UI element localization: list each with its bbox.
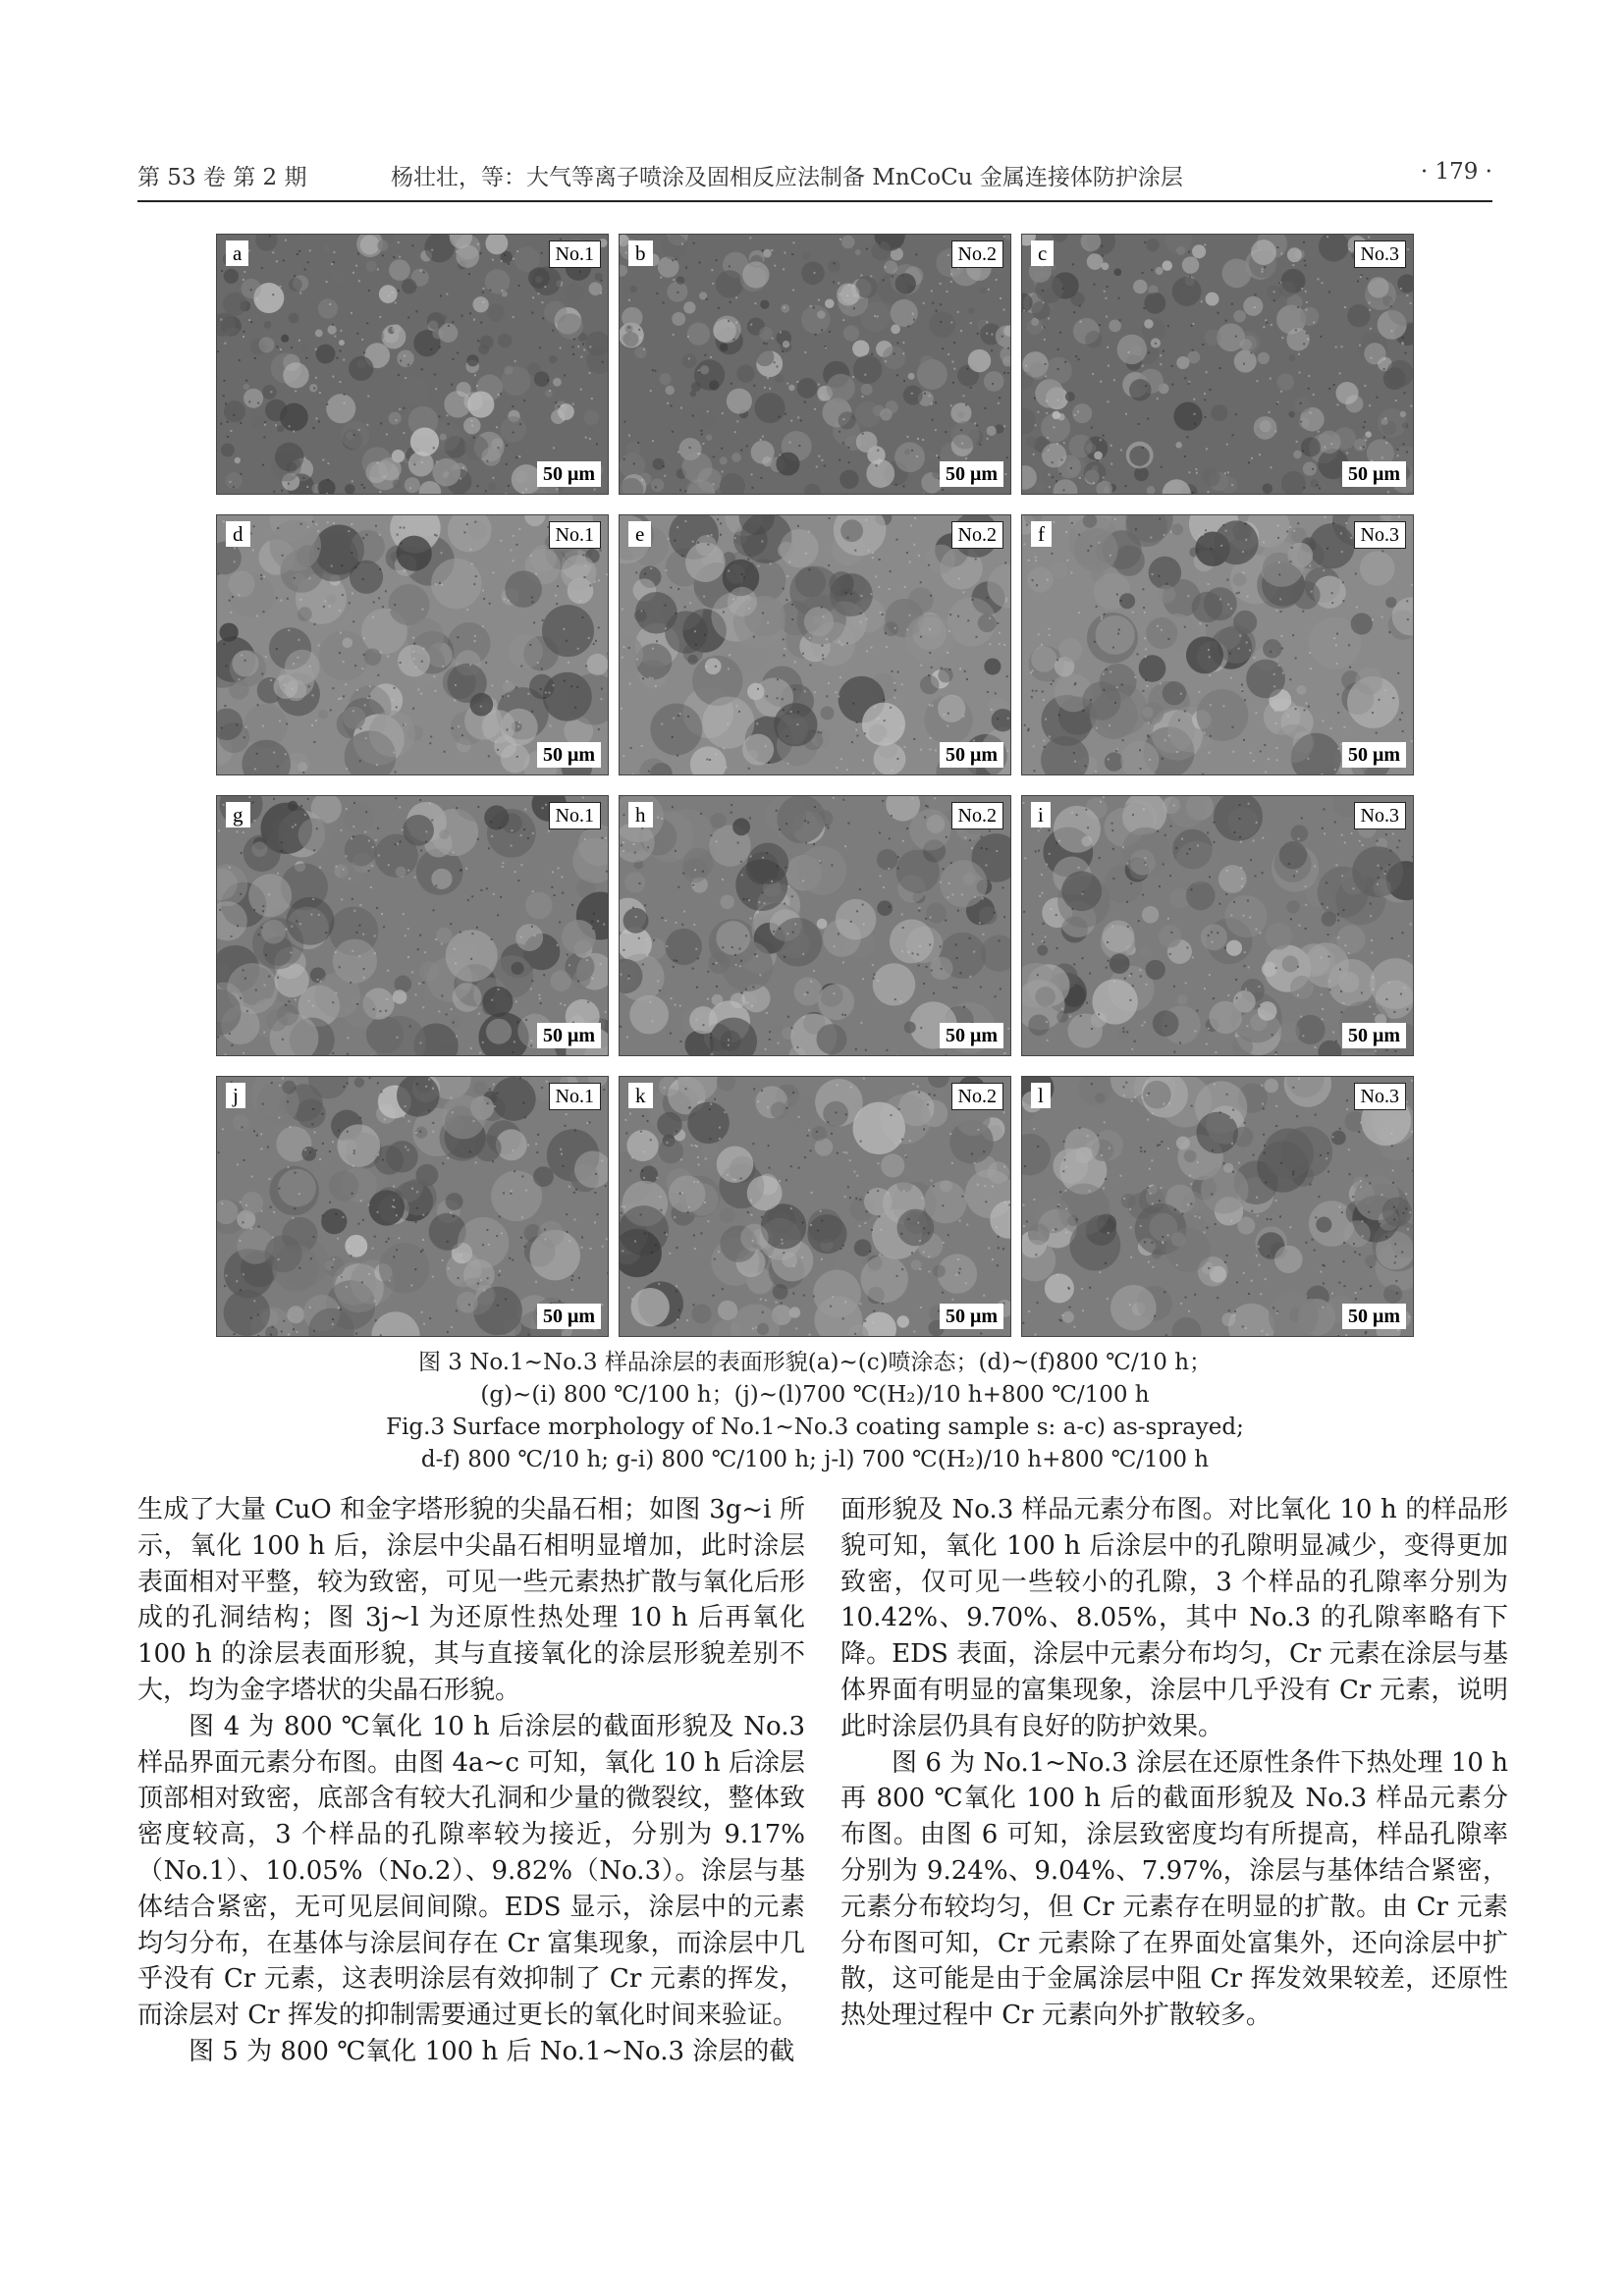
sem-texture <box>1022 515 1413 774</box>
panel-letter: h <box>628 802 653 828</box>
scale-bar-label: 50 μm <box>537 1304 601 1329</box>
sem-micrograph-d <box>216 514 609 775</box>
journal-volume: 第 53 卷 第 2 期 <box>137 165 307 190</box>
paragraph: 图 4 为 800 ℃氧化 10 h 后涂层的截面形貌及 No.3 样品界面元素分布图。由图 4a~c 可知，氧化 10 h 后涂层顶部相对致密，底部含有较大孔洞和少量的微裂纹，整体致密度较高，3 个样品的孔隙率较为接近，分别为 9.17%（No.1）、10.05%（No.2）、9.82%（No.3）。涂层与基体结合紧密，无可见层间间隙。EDS 显示，涂层中的元素均匀分布，在基体与涂层间存在 Cr 富集现象，而涂层中几乎没有 Cr 元素，这表明涂层有效抑制了 Cr 元素的挥发，而涂层对 Cr 挥发的抑制需要通过更长的氧化时间来验证。 <box>137 1711 805 2031</box>
sem-micrograph-i <box>1021 795 1414 1056</box>
sem-micrograph-a <box>216 234 609 495</box>
sem-micrograph-b <box>619 234 1011 495</box>
panel-letter: d <box>226 521 250 547</box>
scale-bar-label: 50 μm <box>537 742 601 768</box>
sample-label: No.1 <box>549 802 601 829</box>
sample-label: No.3 <box>1354 240 1406 268</box>
panel-letter: b <box>628 240 653 266</box>
caption-cn-line-1: 图 3 No.1~No.3 样品涂层的表面形貌(a)~(c)喷涂态；(d)~(f)800 ℃/10 h； <box>417 1350 1213 1375</box>
sem-texture <box>620 796 1010 1055</box>
panel-letter: k <box>628 1083 653 1108</box>
sem-texture <box>620 515 1010 774</box>
panel-letter: f <box>1031 521 1052 547</box>
running-title: 杨壮壮，等：大气等离子喷涂及固相反应法制备 MnCoCu 金属连接体防护涂层 <box>391 165 1183 190</box>
sem-texture <box>217 515 608 774</box>
sample-label: No.3 <box>1354 1083 1406 1110</box>
panel-letter: a <box>226 240 248 266</box>
figure-caption <box>196 1347 1434 1476</box>
sem-texture <box>217 235 608 494</box>
sem-micrograph-e <box>619 514 1011 775</box>
sem-texture <box>1022 796 1413 1055</box>
sem-texture <box>1022 235 1413 494</box>
scale-bar-label: 50 μm <box>537 461 601 487</box>
caption-cn-line-2: (g)~(i) 800 ℃/100 h；(j)~(l)700 ℃(H₂)/10 h+800 ℃/100 h <box>480 1382 1150 1408</box>
sem-micrograph-g <box>216 795 609 1056</box>
sem-micrograph-f <box>1021 514 1414 775</box>
page-header <box>137 159 1492 194</box>
sem-texture <box>620 235 1010 494</box>
sem-micrograph-c <box>1021 234 1414 495</box>
sample-label: No.2 <box>951 240 1003 268</box>
scale-bar-label: 50 μm <box>940 461 1003 487</box>
sem-micrograph-h <box>619 795 1011 1056</box>
caption-en-line-2: d-f) 800 ℃/10 h; g-i) 800 ℃/100 h; j-l) 700 ℃(H₂)/10 h+800 ℃/100 h <box>420 1447 1210 1472</box>
body-column-left <box>137 1492 805 2070</box>
sample-label: No.2 <box>951 802 1003 829</box>
scale-bar-label: 50 μm <box>1342 742 1406 768</box>
body-column-right <box>840 1492 1508 2034</box>
paragraph: 图 6 为 No.1~No.3 涂层在还原性条件下热处理 10 h 再 800 ℃氧化 100 h 后的截面形貌及 No.3 样品元素分布图。由图 6 可知，涂层致密度均有所提高，样品孔隙率分别为 9.24%、9.04%、7.97%，涂层与基体结合紧密，元素分布较均匀，但 Cr 元素存在明显的扩散。由 Cr 元素分布图可知，Cr 元素除了在界面处富集外，还向涂层中扩散，这可能是由于金属涂层中阻 Cr 挥发效果较差，还原性热处理过程中 Cr 元素向外扩散较多。 <box>840 1747 1508 2031</box>
panel-letter: e <box>628 521 651 547</box>
scale-bar-label: 50 μm <box>1342 1023 1406 1048</box>
paragraph: 生成了大量 CuO 和金字塔形貌的尖晶石相；如图 3g~i 所示，氧化 100 h 后，涂层中尖晶石相明显增加，此时涂层表面相对平整，较为致密，可见一些元素热扩散与氧化后形成的孔洞结构；图 3j~l 为还原性热处理 10 h 后再氧化 100 h 的涂层表面形貌，其与直接氧化的涂层形貌差别不大，均为金字塔状的尖晶石形貌。 <box>137 1495 805 1705</box>
panel-letter: j <box>226 1083 245 1108</box>
sem-micrograph-k <box>619 1076 1011 1337</box>
sample-label: No.1 <box>549 240 601 268</box>
sem-micrograph-l <box>1021 1076 1414 1337</box>
sem-texture <box>620 1077 1010 1336</box>
sample-label: No.2 <box>951 521 1003 549</box>
panel-letter: l <box>1031 1083 1051 1108</box>
sem-texture <box>217 1077 608 1336</box>
paragraph: 面形貌及 No.3 样品元素分布图。对比氧化 10 h 的样品形貌可知，氧化 100 h 后涂层中的孔隙明显减少，变得更加致密，仅可见一些较小的孔隙，3 个样品的孔隙率分别为 10.42%、9.70%、8.05%，其中 No.3 的孔隙率略有下降。EDS 表面，涂层中元素分布均匀，Cr 元素在涂层与基体界面有明显的富集现象，涂层中几乎没有 Cr 元素，说明此时涂层仍具有良好的防护效果。 <box>840 1495 1508 1741</box>
sem-micrograph-j <box>216 1076 609 1337</box>
panel-letter: i <box>1031 802 1051 828</box>
sample-label: No.2 <box>951 1083 1003 1110</box>
panel-letter: c <box>1031 240 1054 266</box>
scale-bar-label: 50 μm <box>537 1023 601 1048</box>
scale-bar-label: 50 μm <box>940 1304 1003 1329</box>
sem-texture <box>1022 1077 1413 1336</box>
scale-bar-label: 50 μm <box>1342 461 1406 487</box>
page-number: · 179 · <box>1420 159 1492 185</box>
caption-en-line-1: Fig.3 Surface morphology of No.1~No.3 coating sample s: a-c) as-sprayed; <box>386 1415 1244 1440</box>
paragraph: 图 5 为 800 ℃氧化 100 h 后 No.1~No.3 涂层的截 <box>189 2036 795 2066</box>
sem-texture <box>217 796 608 1055</box>
sample-label: No.1 <box>549 1083 601 1110</box>
figure-3-sem-grid <box>216 234 1414 1337</box>
sample-label: No.3 <box>1354 521 1406 549</box>
sample-label: No.1 <box>549 521 601 549</box>
header-rule <box>137 200 1492 202</box>
panel-letter: g <box>226 802 250 828</box>
scale-bar-label: 50 μm <box>940 1023 1003 1048</box>
sample-label: No.3 <box>1354 802 1406 829</box>
scale-bar-label: 50 μm <box>1342 1304 1406 1329</box>
scale-bar-label: 50 μm <box>940 742 1003 768</box>
